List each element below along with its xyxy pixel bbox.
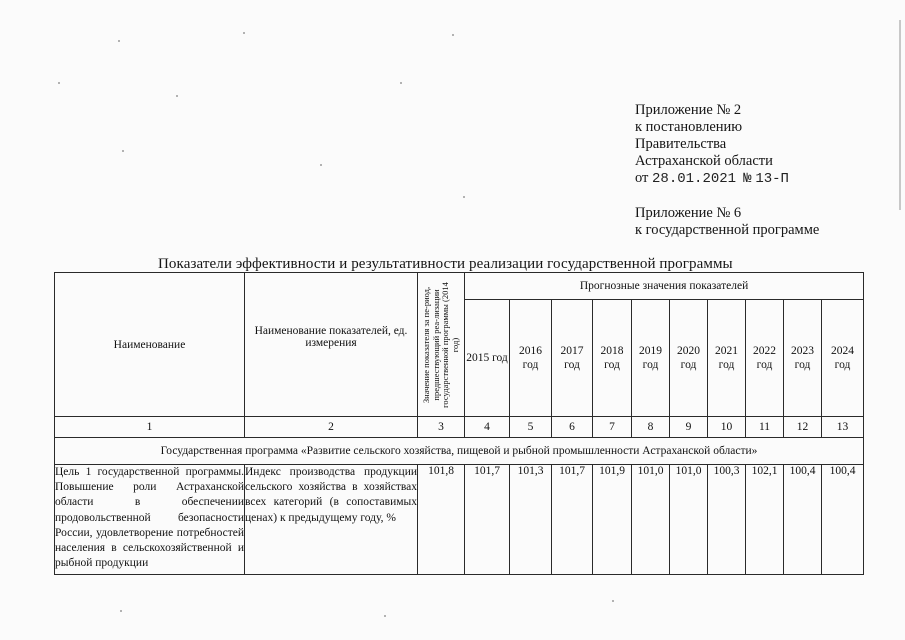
program-row	[55, 438, 864, 465]
header-year: 2020 год	[670, 300, 708, 417]
forecast-value: 101,7	[552, 465, 593, 575]
header-base-value-text: Значение показателя за пе-риод, предшествующий реа-лизации государственной программы (2014 год)	[421, 281, 460, 408]
scan-speck	[452, 34, 454, 36]
date-prefix: от	[635, 170, 649, 186]
header-forecast: Прогнозные значения показателей	[465, 273, 864, 300]
forecast-value: 102,1	[746, 465, 784, 575]
column-number: 6	[552, 417, 593, 438]
goal-description: Цель 1 государственной программы. Повышение роли Астраханской области в обеспечении продовольственной безопасности России, удовлетворение потребностей населения в сельскохозяйственной и рыбной продукции	[55, 465, 245, 575]
column-number: 3	[418, 417, 465, 438]
column-number: 5	[510, 417, 552, 438]
scan-speck	[118, 40, 120, 42]
program-ref-line: к государственной программе	[635, 222, 820, 238]
appendix-2-line: Приложение № 2	[635, 102, 742, 118]
header-year: 2023 год	[784, 300, 822, 417]
header-row-1	[55, 273, 864, 300]
forecast-value: 101,7	[465, 465, 510, 575]
scan-edge-mark	[899, 20, 901, 210]
header-year: 2021 год	[708, 300, 746, 417]
forecast-value: 100,4	[822, 465, 864, 575]
scan-speck	[400, 82, 402, 84]
number-sign: №	[743, 171, 752, 187]
appendix-2-header	[635, 102, 789, 188]
forecast-value: 101,3	[510, 465, 552, 575]
resolution-date: 28.01.2021	[652, 171, 737, 187]
column-number: 2	[245, 417, 418, 438]
scan-speck	[384, 615, 386, 617]
scan-speck	[122, 150, 124, 152]
column-number: 1	[55, 417, 245, 438]
header-year: 2019 год	[632, 300, 670, 417]
header-year: 2018 год	[593, 300, 632, 417]
header-year: 2016 год	[510, 300, 552, 417]
column-number: 13	[822, 417, 864, 438]
date-line	[635, 170, 789, 188]
document-title: Показатели эффективности и результативности реализации государственной программы	[158, 256, 733, 272]
government-line: Правительства	[635, 136, 727, 152]
column-number: 11	[746, 417, 784, 438]
scan-speck	[243, 32, 245, 34]
header-year: 2017 год	[552, 300, 593, 417]
forecast-value: 101,0	[670, 465, 708, 575]
header-year: 2024 год	[822, 300, 864, 417]
scan-speck	[120, 610, 122, 612]
table-row	[55, 465, 864, 575]
appendix-6-header	[635, 205, 819, 239]
header-year: 2022 год	[746, 300, 784, 417]
header-base-value	[418, 273, 465, 417]
forecast-value: 100,4	[784, 465, 822, 575]
indicators-table	[54, 272, 864, 575]
column-number: 12	[784, 417, 822, 438]
column-number-row	[55, 417, 864, 438]
column-number: 8	[632, 417, 670, 438]
scan-speck	[463, 196, 465, 198]
resolution-line: к постановлению	[635, 119, 743, 135]
scan-speck	[176, 95, 178, 97]
column-number: 9	[670, 417, 708, 438]
scan-speck	[58, 82, 60, 84]
base-value: 101,8	[418, 465, 465, 575]
column-number: 7	[593, 417, 632, 438]
header-indicator: Наименование показателей, ед. измерения	[245, 273, 418, 417]
column-number: 10	[708, 417, 746, 438]
header-year: 2015 год	[465, 300, 510, 417]
region-line: Астраханской области	[635, 153, 773, 169]
scan-speck	[320, 164, 322, 166]
forecast-value: 100,3	[708, 465, 746, 575]
scan-speck	[612, 600, 614, 602]
resolution-number: 13-П	[755, 171, 789, 187]
program-title: Государственная программа «Развитие сельского хозяйства, пищевой и рыбной промышленности Астраханской области»	[55, 438, 864, 465]
appendix-6-line: Приложение № 6	[635, 205, 742, 221]
forecast-value: 101,0	[632, 465, 670, 575]
indicator-description: Индекс производства продукции сельского хозяйства в хозяйствах всех категорий (в сопоставимых ценах) к предыдущему году, %	[245, 465, 418, 575]
forecast-value: 101,9	[593, 465, 632, 575]
column-number: 4	[465, 417, 510, 438]
header-name: Наименование	[55, 273, 245, 417]
